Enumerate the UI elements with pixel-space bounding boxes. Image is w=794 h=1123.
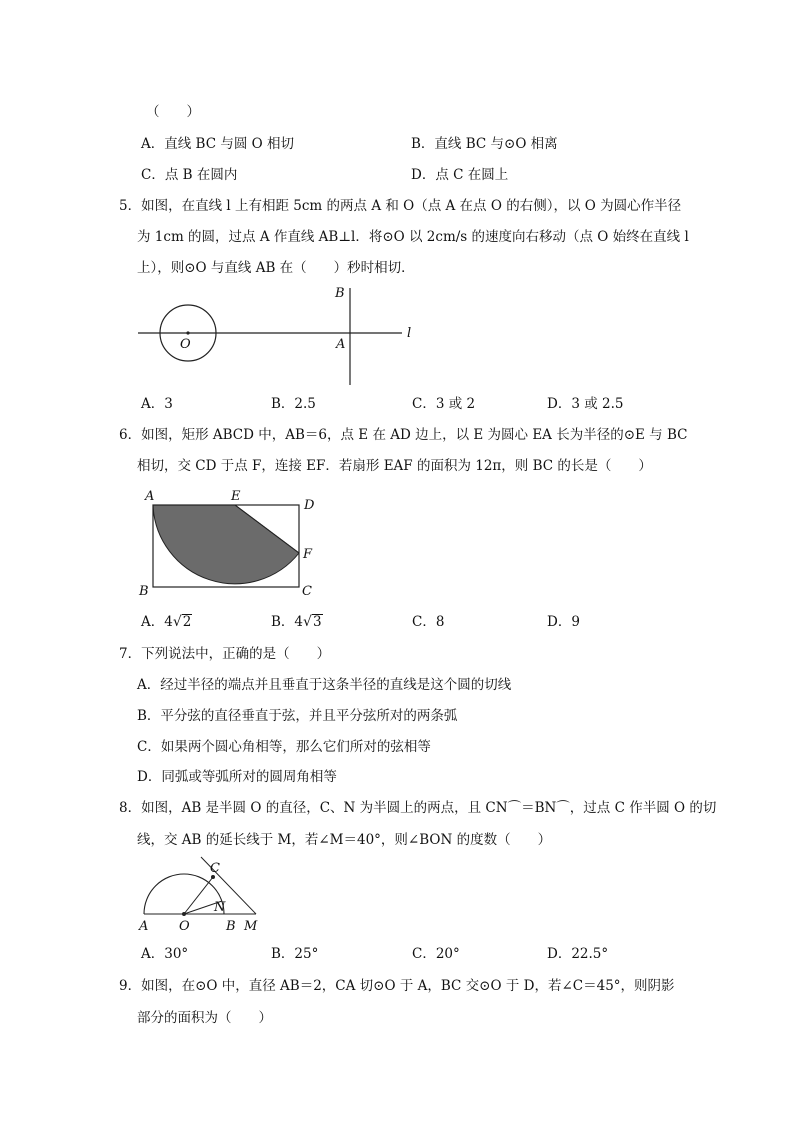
q5-option-d: D．3 或 2.5	[547, 396, 624, 412]
q5-stem-line-1: 5．如图，在直线 l 上有相距 5cm 的两点 A 和 O（点 A 在点 O 的右侧），以 O 为圆心作半径	[119, 198, 682, 214]
q8-option-b: B．25°	[271, 946, 319, 962]
label-o: O	[179, 919, 190, 934]
q6-option-b: B．4√3	[271, 614, 322, 630]
q6-option-a: A．4√2	[141, 614, 192, 630]
q4-option-b: B．直线 BC 与⊙O 相离	[411, 136, 558, 152]
q6-figure	[138, 485, 328, 600]
label-d: D	[304, 498, 315, 513]
label-b: B	[139, 584, 149, 599]
label-a: A	[145, 489, 155, 504]
q4-option-a: A．直线 BC 与圆 O 相切	[141, 136, 294, 152]
q5-option-b: B．2.5	[271, 396, 316, 412]
q8-figure	[135, 855, 265, 935]
q8-option-c: C．20°	[412, 946, 460, 962]
shaded-sector	[153, 505, 299, 584]
q8-option-d: D．22.5°	[547, 946, 609, 962]
label-e: E	[231, 489, 241, 504]
q8-stem-line-1: 8．如图，AB 是半圆 O 的直径，C、N 为半圆上的两点，且 CN⌒＝BN⌒，过点 C 作半圆 O 的切	[119, 800, 717, 816]
q7-option-a: A．经过半径的端点并且垂直于这条半径的直线是这个圆的切线	[137, 677, 512, 693]
q5-option-a: A．3	[141, 396, 173, 412]
segment-oc	[184, 877, 213, 914]
label-n: N	[214, 900, 226, 915]
q4-option-c: C．点 B 在圆内	[141, 167, 238, 183]
point-o	[182, 912, 186, 916]
label-m: M	[244, 919, 258, 934]
label-f: F	[303, 547, 313, 562]
q5-stem-line-3: 上），则⊙O 与直线 AB 在（ ）秒时相切．	[137, 260, 415, 276]
label-b: B	[226, 919, 236, 934]
q7-option-b: B．平分弦的直径垂直于弦，并且平分弦所对的两条弧	[137, 708, 458, 724]
q4-option-d: D．点 C 在圆上	[411, 167, 509, 183]
label-o: O	[180, 337, 191, 352]
label-c: C	[210, 861, 220, 876]
q5-option-c: C．3 或 2	[412, 396, 476, 412]
q6-stem-line-1: 6．如图，矩形 ABCD 中，AB＝6，点 E 在 AD 边上，以 E 为圆心 EA 长为半径的⊙E 与 BC	[119, 427, 688, 443]
q6-stem-line-2: 相切，交 CD 于点 F，连接 EF．若扇形 EAF 的面积为 12π，则 BC 的长是（ ）	[137, 458, 652, 474]
q9-stem-line-1: 9．如图，在⊙O 中，直径 AB＝2，CA 切⊙O 于 A，BC 交⊙O 于 D，若∠C＝45°，则阴影	[119, 978, 675, 994]
q5-figure	[130, 280, 430, 390]
center-o	[186, 331, 189, 334]
label-b: B	[335, 286, 345, 301]
q5-stem-line-2: 为 1cm 的圆，过点 A 作直线 AB⊥l．将⊙O 以 2cm/s 的速度向右移动（点 O 始终在直线 l	[137, 229, 689, 245]
q6-option-d: D．9	[547, 614, 580, 630]
q8-stem-line-2: 线，交 AB 的延长线于 M，若∠M＝40°，则∠BON 的度数（ ）	[137, 832, 552, 848]
label-l: l	[407, 326, 412, 341]
q7-option-c: C．如果两个圆心角相等，那么它们所对的弦相等	[137, 739, 431, 755]
q7-option-d: D．同弧或等弧所对的圆周角相等	[137, 769, 337, 785]
q6-option-c: C．8	[412, 614, 445, 630]
q7-stem: 7．下列说法中，正确的是（ ）	[119, 646, 331, 662]
semicircle-arc	[144, 874, 224, 914]
q4-answer-bracket: （ ）	[146, 104, 200, 120]
label-a: A	[336, 337, 346, 352]
label-a: A	[139, 919, 149, 934]
q8-option-a: A．30°	[141, 946, 189, 962]
q9-stem-line-2: 部分的面积为（ ）	[137, 1010, 272, 1026]
label-c: C	[302, 584, 312, 599]
